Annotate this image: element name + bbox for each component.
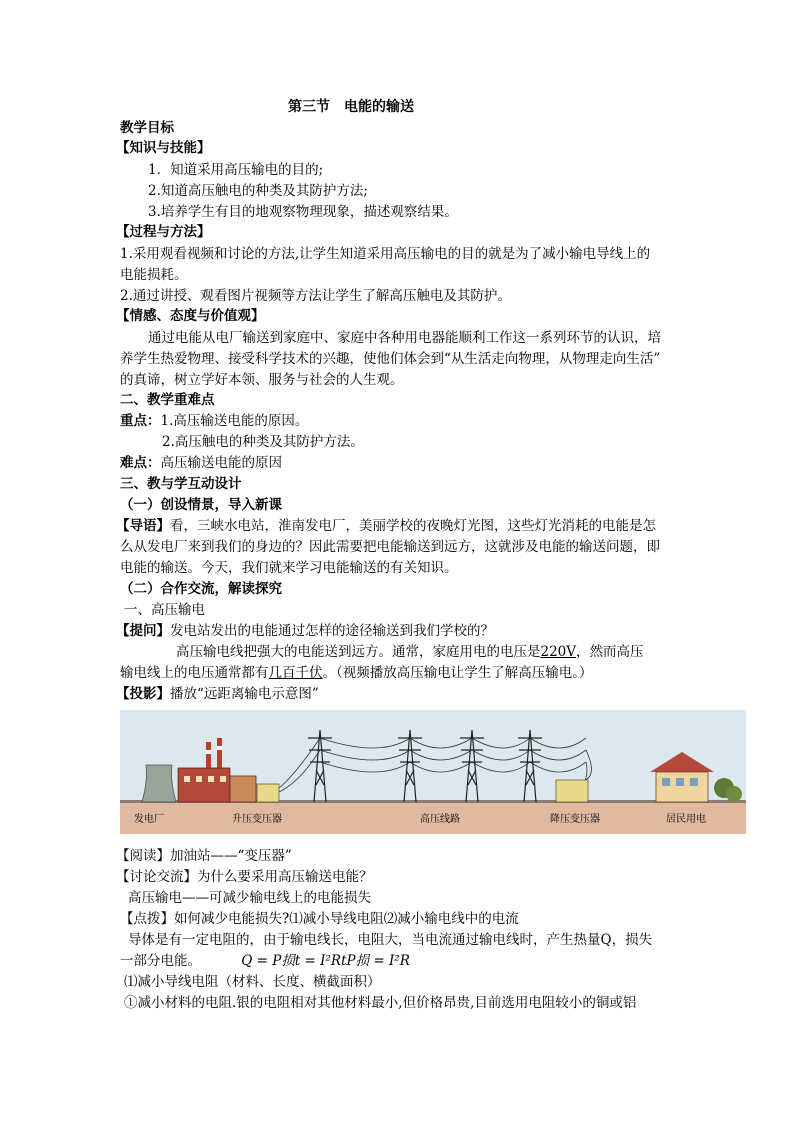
process-line: 电能损耗。 bbox=[120, 267, 188, 283]
step-down-transformer-icon bbox=[556, 780, 588, 802]
question-line bbox=[116, 621, 494, 641]
key-label: 重点： bbox=[120, 413, 161, 429]
label-hv-line: 高压线路 bbox=[420, 814, 460, 825]
projection-label: 【投影】 bbox=[116, 686, 170, 702]
difficult-text: 高压输送电能的原因 bbox=[160, 455, 282, 471]
discussion-line: 【讨论交流】为什么要采用高压输送电能？ bbox=[116, 869, 373, 885]
reduce-line: ⑴减小导线电阻（材料、长度、横截面积） bbox=[124, 974, 381, 990]
point-line: 【点拨】如何减少电能损失?⑴减小导线电阻⑵减小输电线中的电流 bbox=[120, 911, 519, 927]
knowledge-item: 3.培养学生有目的地观察物理现象，描述观察结果。 bbox=[148, 204, 458, 220]
reading-line: 【阅读】加油站——“变压器” bbox=[116, 848, 292, 864]
values-heading: 【情感、态度与价值观】 bbox=[116, 308, 265, 324]
explain-line bbox=[120, 951, 410, 971]
hv-voltage: 几百千伏 bbox=[268, 665, 323, 681]
voltage-220: 220V bbox=[540, 644, 577, 660]
knowledge-heading: 【知识与技能】 bbox=[116, 140, 211, 156]
intro-line: 么从发电厂来到我们的身边的？因此需要把电能输送到远方，这就涉及电能的输送问题，即 bbox=[120, 539, 660, 555]
key-text: 1.高压输送电能的原因。 bbox=[160, 413, 309, 429]
explain-text: 一部分电能。 bbox=[120, 953, 201, 969]
values-line: 的真谛，树立学好本领、服务与社会的人生观。 bbox=[120, 372, 404, 388]
part1-heading: （一）创设情景，导入新课 bbox=[120, 497, 282, 513]
values-line: 通过电能从电厂输送到家庭中、家庭中各种用电器能顺利工作这一系列环节的认识，培 bbox=[148, 330, 661, 346]
transmission-diagram bbox=[120, 710, 746, 834]
label-power-plant: 发电厂 bbox=[134, 814, 164, 825]
intro-line bbox=[116, 516, 656, 536]
hv-text: 。（视频播放高压输电让学生了解高压输电。） bbox=[322, 665, 593, 681]
question-text: 发电站发出的电能通过怎样的途径输送到我们学校的？ bbox=[170, 623, 494, 639]
hv-text: 输电线上的电压通常都有 bbox=[120, 665, 269, 681]
label-residential: 居民用电 bbox=[666, 814, 706, 825]
hv-line bbox=[120, 663, 593, 683]
answer-line: 高压输电——可减少输电线上的电能损失 bbox=[128, 890, 371, 906]
transmission-diagram-svg bbox=[120, 710, 746, 834]
intro-text: 看，三峡水电站，淮南发电厂，美丽学校的夜晚灯光图，这些灯光消耗的电能是怎 bbox=[170, 518, 656, 534]
part2-heading: （二）合作交流，解读探究 bbox=[120, 581, 282, 597]
key-point-2: 2.高压触电的种类及其防护方法。 bbox=[162, 434, 364, 450]
label-step-up: 升压变压器 bbox=[232, 814, 282, 825]
process-line: 2.通过讲授、观看图片视频等方法让学生了解高压触电及其防护。 bbox=[120, 288, 511, 304]
knowledge-item: 2.知道高压触电的种类及其防护方法; bbox=[148, 183, 368, 199]
intro-label: 【导语】 bbox=[116, 518, 170, 534]
hv-text: ，然而高压 bbox=[576, 644, 644, 660]
material-line: ①减小材料的电阻.银的电阻相对其他材料最小,但价格昂贵,目前选用电阻较小的铜或铝 bbox=[124, 995, 637, 1011]
label-step-down: 降压变压器 bbox=[550, 814, 600, 825]
projection-line bbox=[116, 684, 319, 704]
step-up-transformer-icon bbox=[257, 784, 279, 802]
process-heading: 【过程与方法】 bbox=[116, 224, 211, 240]
subsection-heading: 一、高压输电 bbox=[124, 602, 205, 618]
values-line: 养学生热爱物理、接受科学技术的兴趣，使他们体会到“从生活走向物理，从物理走向生活” bbox=[120, 351, 661, 367]
design-heading: 三、教与学互动设计 bbox=[120, 476, 242, 492]
knowledge-item: 1．知道采用高压输电的目的; bbox=[148, 162, 324, 178]
question-label: 【提问】 bbox=[116, 623, 170, 639]
page-title: 第三节 电能的输送 bbox=[288, 99, 414, 115]
hv-line bbox=[176, 642, 644, 662]
difficult-label: 难点： bbox=[120, 455, 161, 471]
keypoints-heading: 二、教学重难点 bbox=[120, 392, 215, 408]
intro-line: 电能的输送。今天，我们就来学习电能输送的有关知识。 bbox=[120, 560, 458, 576]
difficult-point bbox=[120, 453, 282, 473]
formula: Q = P损t = I²RtP损 = I²R bbox=[241, 953, 410, 969]
projection-text: 播放“远距离输电示意图” bbox=[170, 686, 319, 702]
goals-heading: 教学目标 bbox=[120, 120, 174, 136]
key-point-1 bbox=[120, 411, 308, 431]
process-line: 1.采用观看视频和讨论的方法,让学生知道采用高压输电的目的就是为了减小输电导线上的 bbox=[120, 246, 651, 262]
explain-line: 导体是有一定电阻的，由于输电线长，电阻大，当电流通过输电线时，产生热量Q，损失 bbox=[128, 932, 653, 948]
hv-text: 高压输电线把强大的电能送到远方。通常，家庭用电的电压是 bbox=[176, 644, 541, 660]
